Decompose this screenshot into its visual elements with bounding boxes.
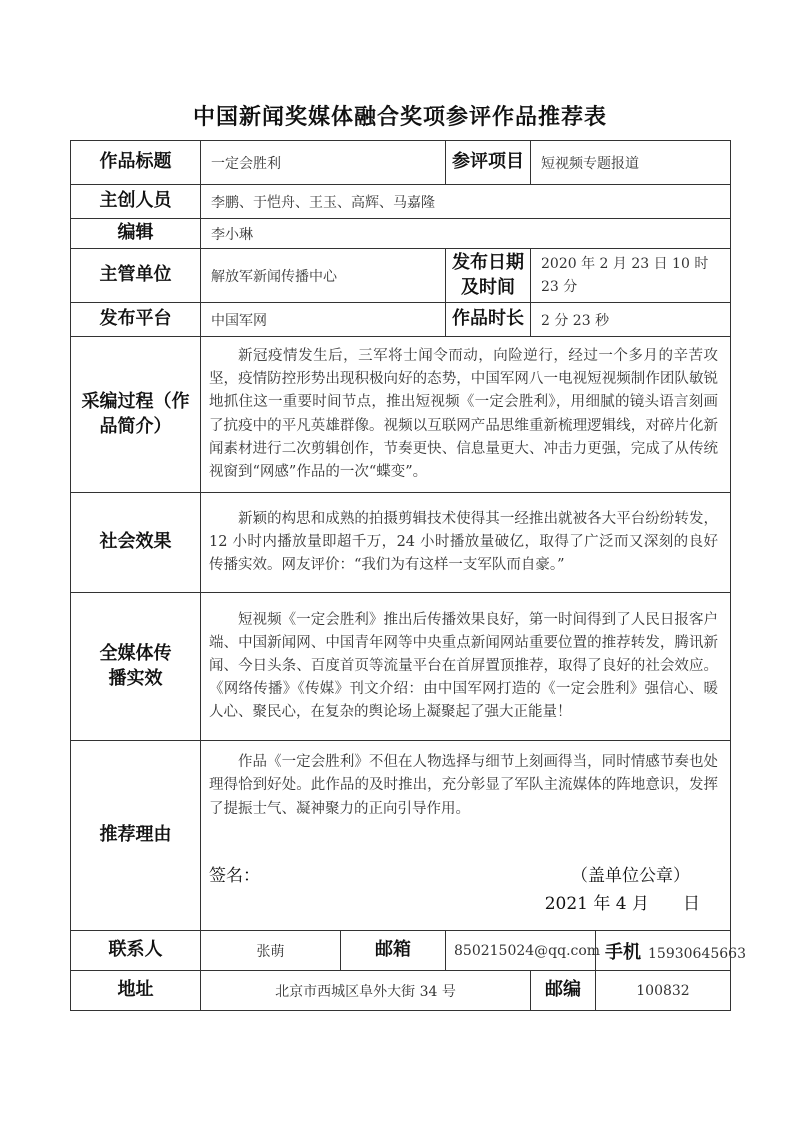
work-title-label: 作品标题 <box>71 141 201 185</box>
editor-value: 李小琳 <box>201 219 731 249</box>
work-title-value: 一定会胜利 <box>201 141 446 185</box>
editor-label: 编辑 <box>71 219 201 249</box>
effect-text: 新颖的构思和成熟的拍摄剪辑技术使得其一经推出就被各大平台纷纷转发，12 小时内播放量即超千万，24 小时播放量破亿，取得了广泛而又深刻的良好传播实效。网友评价：“我们为有这样一支军队而自豪。” <box>201 493 731 593</box>
email-value: 850215024@qq.com <box>446 931 596 971</box>
phone-value: 15930645663 <box>648 945 746 962</box>
phone-cell <box>596 931 746 971</box>
reason-text: 作品《一定会胜利》不但在人物选择与细节上刻画得当，同时情感节奏也处理得恰到好处。此作品的及时推出，充分彰显了军队主流媒体的阵地意识，发挥了提振士气、凝神聚力的正向引导作用。 <box>209 754 718 817</box>
sign-date: 2021 年 4 月 日 <box>544 894 700 915</box>
phone-label: 手机 <box>605 941 641 963</box>
category-value: 短视频专题报道 <box>531 141 731 185</box>
reason-label: 推荐理由 <box>71 741 201 931</box>
creators-label: 主创人员 <box>71 185 201 219</box>
zip-label: 邮编 <box>531 971 596 1011</box>
unit-label: 主管单位 <box>71 249 201 303</box>
contact-label: 联系人 <box>71 931 201 971</box>
platform-value: 中国军网 <box>201 303 446 337</box>
media-text: 短视频《一定会胜利》推出后传播效果良好，第一时间得到了人民日报客户端、中国新闻网、中国青年网等中央重点新闻网站重要位置的推荐转发，腾讯新闻、今日头条、百度首页等流量平台在首屏置顶推荐，取得了良好的社会效应。《网络传播》《传媒》刊文介绍：由中国军网打造的《一定会胜利》强信心、暖人心、聚民心，在复杂的舆论场上凝聚起了强大正能量！ <box>201 593 731 741</box>
platform-label: 发布平台 <box>71 303 201 337</box>
zip-value: 100832 <box>596 971 731 1011</box>
signature-label: 签名： <box>209 866 260 887</box>
media-label: 全媒体传播实效 <box>71 593 201 741</box>
address-label: 地址 <box>71 971 201 1011</box>
process-text: 新冠疫情发生后，三军将士闻令而动，向险逆行，经过一个多月的辛苦攻坚，疫情防控形势出现积极向好的态势，中国军网八一电视短视频制作团队敏锐地抓住这一重要时间节点，推出短视频《一定会胜利》，用细腻的镜头语言刻画了抗疫中的平凡英雄群像。视频以互联网产品思维重新梳理逻辑线，对碎片化新闻素材进行二次剪辑创作，节奏更快、信息量更大、冲击力更强，完成了从传统视窗到“网感”作品的一次“蝶变”。 <box>201 337 731 493</box>
pub-date-value: 2020 年 2 月 23 日 10 时 23 分 <box>531 249 731 303</box>
unit-value: 解放军新闻传播中心 <box>201 249 446 303</box>
process-label: 采编过程（作品简介） <box>71 337 201 493</box>
seal-label: （盖单位公章） <box>571 866 690 887</box>
recommendation-form <box>70 140 746 1011</box>
effect-label: 社会效果 <box>71 493 201 593</box>
duration-value: 2 分 23 秒 <box>531 303 731 337</box>
category-label: 参评项目 <box>446 141 531 185</box>
page-title: 中国新闻奖媒体融合奖项参评作品推荐表 <box>192 104 607 130</box>
contact-value: 张萌 <box>201 931 341 971</box>
pub-date-label: 发布日期及时间 <box>446 249 531 303</box>
creators-value: 李鹏、于恺舟、王玉、高辉、马嘉隆 <box>201 185 731 219</box>
address-value: 北京市西城区阜外大街 34 号 <box>201 971 531 1011</box>
email-label: 邮箱 <box>341 931 446 971</box>
duration-label: 作品时长 <box>446 303 531 337</box>
reason-cell <box>201 741 731 931</box>
